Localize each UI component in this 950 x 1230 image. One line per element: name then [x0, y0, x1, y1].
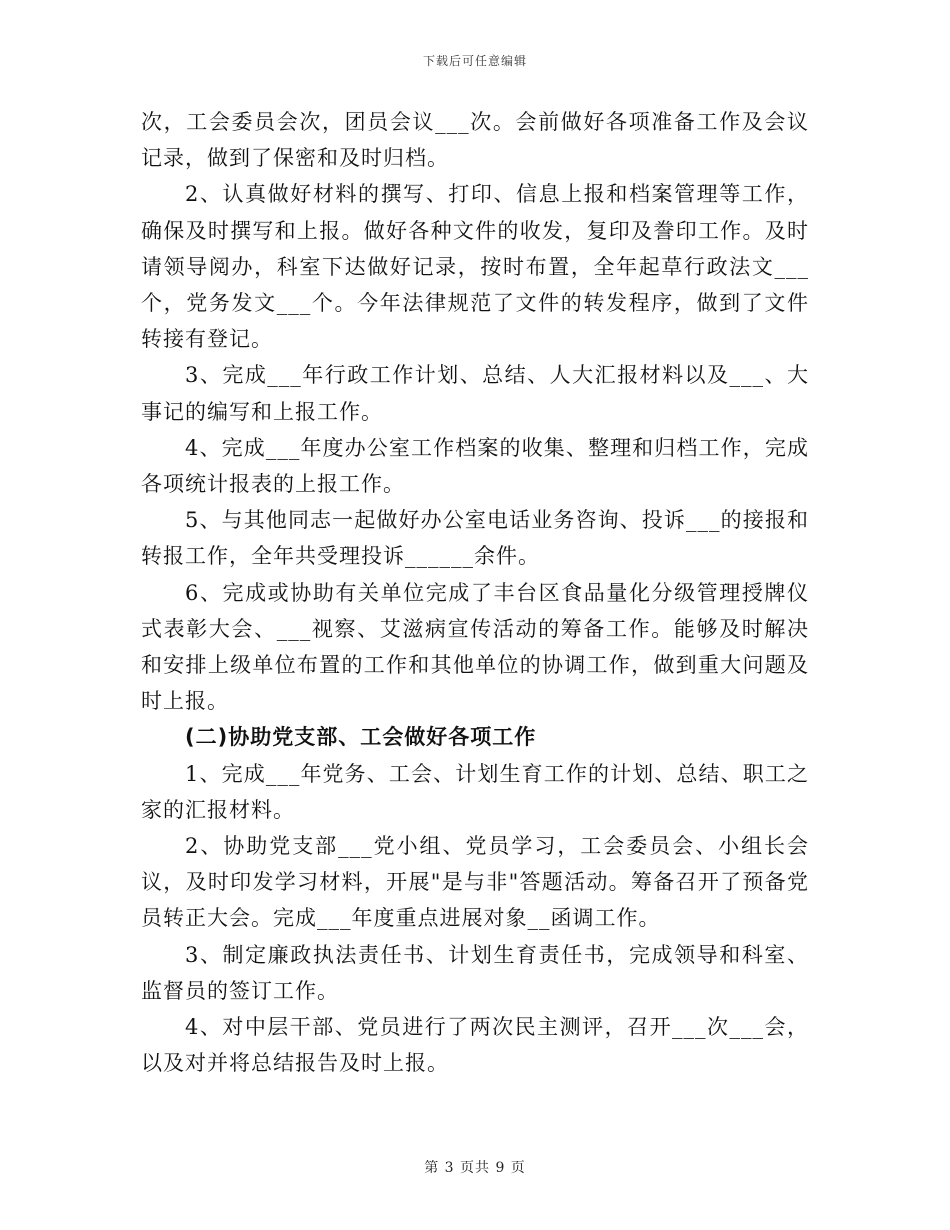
- paragraph-section2-item-3: 3、制定廉政执法责任书、计划生育责任书，完成领导和科室、监督员的签订工作。: [141, 942, 809, 1003]
- section-heading: (二)协助党支部、工会做好各项工作: [185, 725, 537, 750]
- paragraph-item-2: 2、认真做好材料的撰写、打印、信息上报和档案管理等工作，确保及时撰写和上报。做好各种文件的收发，复印及誊印工作。及时请领导阅办，科室下达做好记录，按时布置，全年起草行政法文___个，党务发文___个。今年法律规范了文件的转发程序，做到了文件转接有登记。: [141, 182, 809, 352]
- paragraph-item-5: 5、与其他同志一起做好办公室电话业务咨询、投诉___的接报和转报工作，全年共受理投诉______余件。: [141, 508, 809, 569]
- document-body: [141, 104, 809, 1081]
- paragraph-item-3: 3、完成___年行政工作计划、总结、人大汇报材料以及___、大事记的编写和上报工作。: [141, 363, 809, 424]
- page-header: 下载后可任意编辑: [422, 54, 527, 68]
- paragraph-section2-item-2: 2、协助党支部___党小组、党员学习，工会委员会、小组长会议，及时印发学习材料，开展"是与非"答题活动。筹备召开了预备党员转正大会。完成___年度重点进展对象__函调工作。: [141, 834, 809, 931]
- paragraph-continuation: 次，工会委员会次，团员会议___次。会前做好各项准备工作及会议记录，做到了保密和及时归档。: [141, 110, 809, 171]
- page-footer: 第 3 页共 9 页: [424, 1160, 526, 1176]
- paragraph-section2-item-4: 4、对中层干部、党员进行了两次民主测评，召开___次___会，以及对并将总结报告及时上报。: [141, 1015, 809, 1076]
- paragraph-item-6: 6、完成或协助有关单位完成了丰台区食品量化分级管理授牌仪式表彰大会、___视察、艾滋病宣传活动的筹备工作。能够及时解决和安排上级单位布置的工作和其他单位的协调工作，做到重大问题及时上报。: [141, 580, 809, 714]
- paragraph-item-4: 4、完成___年度办公室工作档案的收集、整理和归档工作，完成各项统计报表的上报工作。: [141, 435, 809, 497]
- paragraph-section2-item-1: 1、完成___年党务、工会、计划生育工作的计划、总结、职工之家的汇报材料。: [141, 761, 809, 822]
